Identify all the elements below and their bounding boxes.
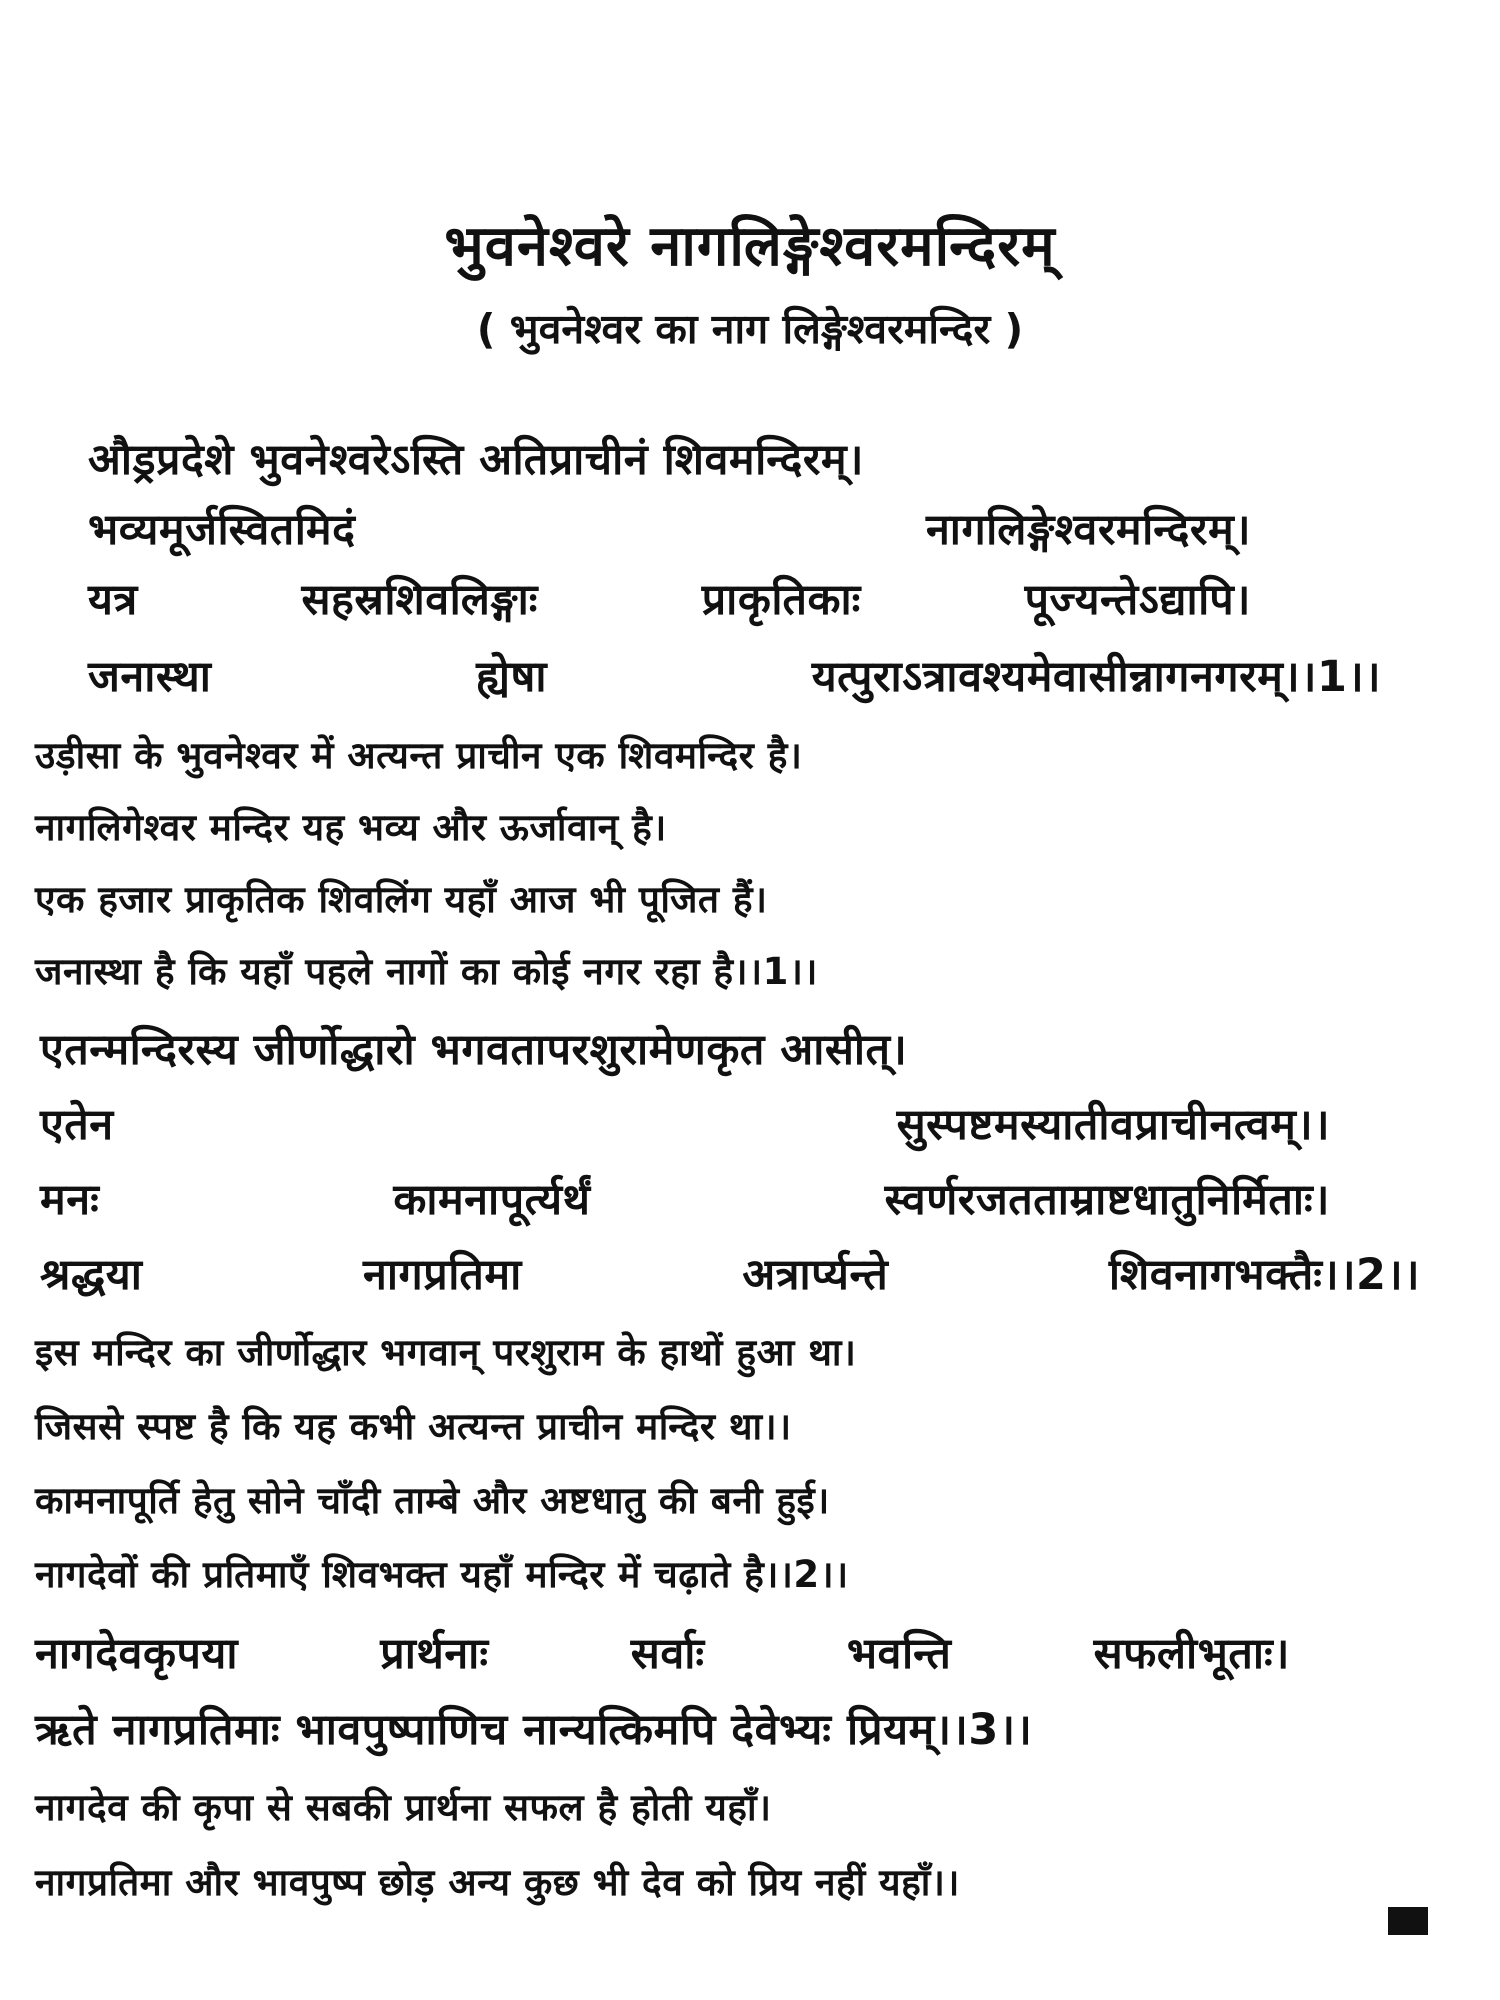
verse-word: नागदेवकृपया	[35, 1629, 238, 1679]
page-title: भुवनेश्वरे नागलिङ्गेश्वरमन्दिरम्	[444, 214, 1056, 279]
verse-word: यत्पुराऽत्रावश्यमेवासीन्नागनगरम्।।1।।	[811, 652, 1381, 702]
verse-3-line-1	[35, 1622, 1290, 1681]
verse-word: स्वर्णरजतताम्राष्टधातुनिर्मिताः।	[884, 1175, 1330, 1225]
verse-word: नागलिङ्गेश्वरमन्दिरम्।	[925, 505, 1251, 555]
translation-2-line-4: नागदेवों की प्रतिमाएँ शिवभक्त यहाँ मन्दिर में चढ़ाते है।।2।।	[35, 1553, 849, 1596]
translation-2-line-1: इस मन्दिर का जीर्णोद्धार भगवान् परशुराम के हाथों हुआ था।	[35, 1331, 857, 1374]
verse-word: मनः	[40, 1175, 100, 1225]
verse-word: एतेन	[40, 1100, 114, 1150]
verse-word: प्राकृतिकाः	[701, 575, 861, 625]
verse-word: सफलीभूताः।	[1093, 1629, 1290, 1679]
verse-word: सहस्रशिवलिङ्गाः	[301, 575, 538, 625]
verse-word: सुस्पष्टमस्यातीवप्राचीनत्वम्।।	[896, 1100, 1330, 1150]
verse-word: शिवनागभक्तैः।।2।।	[1108, 1250, 1420, 1300]
verse-1-line-1: औड्रप्रदेशे भुवनेश्वरेऽस्ति अतिप्राचीनं शिवमन्दिरम्।	[88, 435, 864, 485]
translation-3-line-1: नागदेव की कृपा से सबकी प्रार्थना सफल है होती यहाँ।	[35, 1786, 772, 1829]
verse-2-line-1: एतन्मन्दिरस्य जीर्णोद्धारो भगवतापरशुरामेणकृत आसीत्।	[40, 1025, 908, 1075]
verse-1-line-2	[88, 498, 1251, 557]
verse-2-line-4	[40, 1243, 1420, 1302]
verse-2-line-2	[40, 1093, 1330, 1152]
verse-word: प्रार्थनाः	[380, 1629, 489, 1679]
verse-1-line-4	[88, 645, 1381, 704]
page-subtitle: ( भुवनेश्वर का नाग लिङ्गेश्वरमन्दिर )	[476, 305, 1024, 353]
end-marker-square	[1388, 1907, 1428, 1935]
translation-1-line-4: जनास्था है कि यहाँ पहले नागों का कोई नगर रहा है।।1।।	[35, 950, 818, 993]
verse-word: कामनापूर्त्यर्थं	[393, 1175, 591, 1225]
translation-2-line-3: कामनापूर्ति हेतु सोने चाँदी ताम्बे और अष्टधातु की बनी हुई।	[35, 1479, 830, 1522]
translation-1-line-2: नागलिगेश्वर मन्दिर यह भव्य और ऊर्जावान् है।	[35, 806, 667, 849]
translation-1-line-1: उड़ीसा के भुवनेश्वर में अत्यन्त प्राचीन एक शिवमन्दिर है।	[35, 734, 803, 777]
translation-1-line-3: एक हजार प्राकृतिक शिवलिंग यहाँ आज भी पूजित हैं।	[35, 878, 768, 921]
translation-3-line-2: नागप्रतिमा और भावपुष्प छोड़ अन्य कुछ भी देव को प्रिय नहीं यहाँ।।	[35, 1861, 960, 1904]
verse-2-line-3	[40, 1168, 1330, 1227]
verse-word: पूज्यन्तेऽद्यापि।	[1024, 575, 1251, 625]
verse-word: श्रद्धया	[40, 1250, 143, 1300]
verse-word: जनास्था	[88, 652, 212, 702]
verse-word: ह्येषा	[476, 652, 547, 702]
translation-2-line-2: जिससे स्पष्ट है कि यह कभी अत्यन्त प्राचीन मन्दिर था।।	[35, 1405, 792, 1448]
verse-1-line-3	[88, 568, 1251, 627]
verse-word: भव्यमूर्जस्वितमिदं	[88, 505, 356, 555]
verse-word: यत्र	[88, 575, 138, 625]
verse-word: सर्वाः	[630, 1629, 705, 1679]
verse-word: नागप्रतिमा	[363, 1250, 522, 1300]
verse-word: भवन्ति	[846, 1629, 952, 1679]
verse-3-line-2: ऋते नागप्रतिमाः भावपुष्पाणिच नान्यत्किमपि देवेभ्यः प्रियम्।।3।।	[35, 1705, 1033, 1755]
verse-word: अत्रार्प्यन्ते	[742, 1250, 889, 1300]
